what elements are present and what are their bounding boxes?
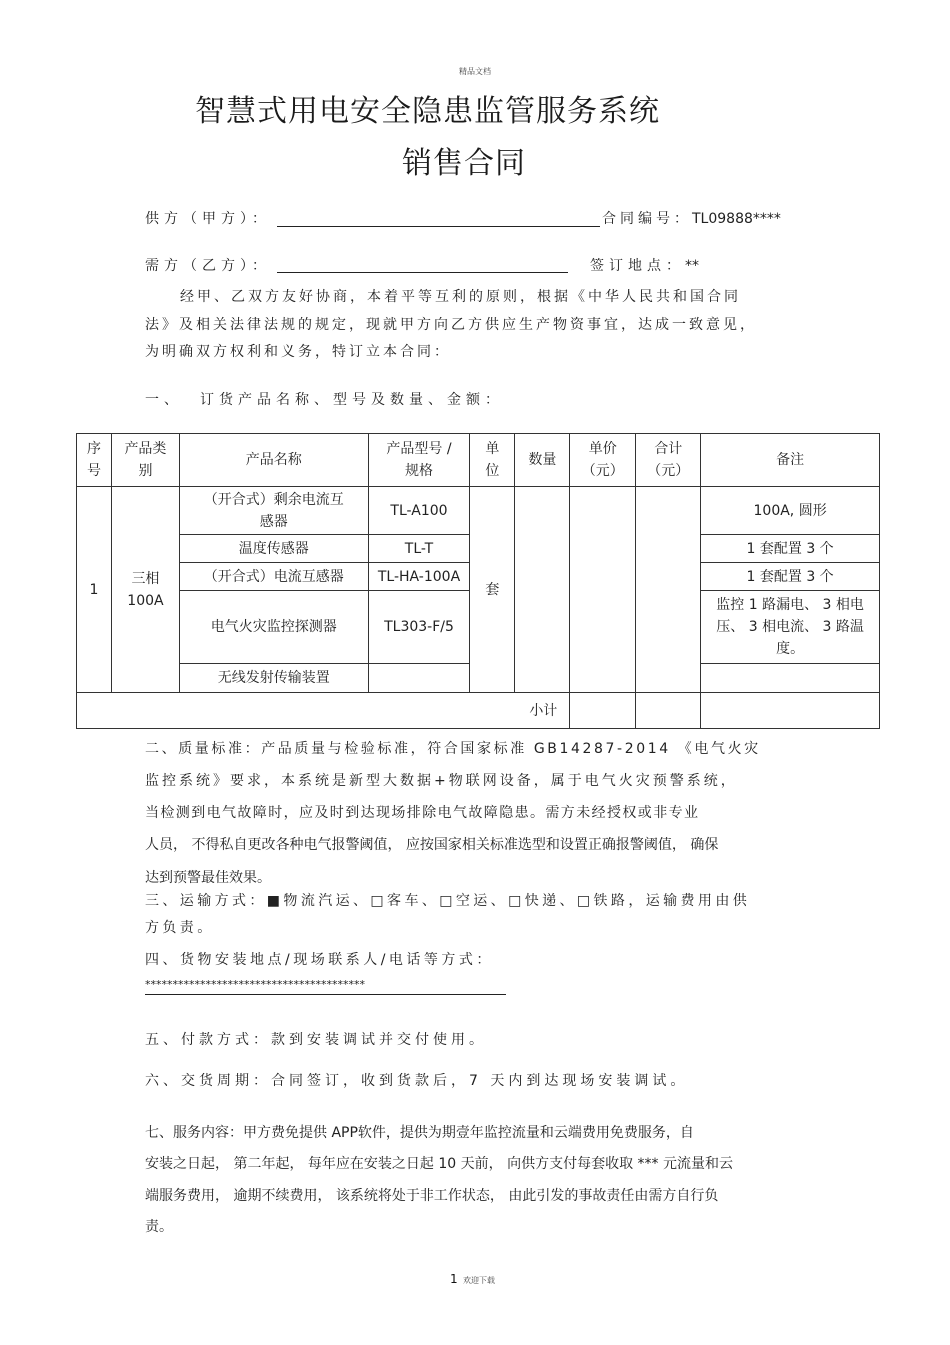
section2-line-4: 人员， 不得私自更改各种电气报警阈值， 应按国家相关标准选型和设置正确报警阈值， 确保	[145, 837, 719, 853]
page-number: 1	[450, 1272, 458, 1286]
cell-model: TL-T	[368, 535, 470, 563]
intro-line-2: 法》及相关法律法规的规定，现就甲方向乙方供应生产物资事宜，达成一致意见，	[145, 317, 757, 333]
cell-model: TL303-F/5	[368, 591, 470, 664]
section2-line-3: 当检测到电气故障时，应及时到达现场排除电气故障隐患。需方未经授权或非专业	[145, 805, 700, 821]
doc-title: 智慧式用电安全隐患监管服务系统	[195, 94, 660, 129]
section1-number: 一、	[145, 392, 183, 408]
section5: 五、付款方式：款到安装调试并交付使用。	[145, 1032, 487, 1048]
intro-line-3: 为明确双方权利和义务，特订立本合同：	[145, 344, 451, 360]
header-seq: 序 号	[77, 434, 112, 487]
section7-line-4: 责。	[145, 1219, 173, 1235]
subtotal-price	[570, 693, 636, 729]
supplier-label: 供方（甲方）：	[145, 211, 271, 227]
section7-line-2: 安装之日起， 第二年起， 每年应在安装之日起 10 天前， 向供方支付每套收取 *** 元流量和云	[145, 1156, 733, 1172]
section3-line-2: 方负责。	[145, 920, 215, 936]
cell-price	[570, 487, 636, 693]
subtotal-remark	[701, 693, 880, 729]
buyer-blank	[277, 272, 568, 273]
header-unit: 单 位	[470, 434, 515, 487]
header-qty: 数量	[515, 434, 570, 487]
section3-line-1: 三、运输方式：■物流汽运、□客车、□空运、□快递、□铁路，运输费用由供	[145, 893, 751, 909]
intro-line-1: 经甲、乙双方友好协商，本着平等互利的原则，根据《中华人民共和国合同	[180, 289, 741, 305]
sign-place-label: 签订地点：	[590, 258, 685, 274]
subtotal-total	[636, 693, 701, 729]
subtotal-label: 小计	[77, 693, 570, 729]
section1-title: 订货产品名称、型号及数量、金额：	[200, 392, 504, 408]
cell-remark: 1 套配置 3 个	[701, 563, 880, 591]
header-note: 精品文档	[459, 67, 491, 76]
header-category: 产品类 别	[111, 434, 179, 487]
cell-remark: 100A, 圆形	[701, 487, 880, 535]
contract-no: TL09888****	[692, 211, 781, 227]
supplier-blank	[277, 226, 600, 227]
cell-model	[368, 664, 470, 693]
buyer-label: 需方（乙方）：	[145, 258, 271, 274]
section7-line-1: 七、服务内容：甲方费免提供 APP软件，提供为期壹年监控流量和云端费用免费服务，自	[145, 1125, 694, 1141]
contract-no-label: 合同编号：	[602, 211, 692, 227]
section4-blank	[145, 994, 506, 995]
cell-remark: 监控 1 路漏电、 3 相电 压、 3 相电流、 3 路温 度。	[701, 591, 880, 664]
section2-line-1: 二、质量标准：产品质量与检验标准，符合国家标准 GB14287-2014 《电气火灾	[145, 741, 761, 757]
contract-no-row	[602, 208, 781, 228]
sign-place: **	[685, 258, 699, 274]
cell-category: 三相 100A	[111, 487, 179, 693]
section4-value: ****************************************	[145, 978, 365, 991]
cell-model: TL-A100	[368, 487, 470, 535]
section7-line-3: 端服务费用， 逾期不续费用， 该系统将处于非工作状态， 由此引发的事故责任由需方自行负	[145, 1188, 719, 1204]
cell-product-name: 温度传感器	[179, 535, 368, 563]
section2-line-2: 监控系统》要求，本系统是新型大数据+物联网设备，属于电气火灾预警系统，	[145, 773, 738, 789]
section6: 六、交货周期：合同签订，收到货款后，7 天内到达现场安装调试。	[145, 1073, 689, 1089]
header-remark: 备注	[701, 434, 880, 487]
table-row	[77, 487, 880, 535]
cell-product-name: 无线发射传输装置	[179, 664, 368, 693]
subtotal-row	[77, 693, 880, 729]
order-table	[76, 433, 880, 729]
footer-note: 欢迎下载	[463, 1276, 495, 1285]
table-header-row	[77, 434, 880, 487]
cell-unit: 套	[470, 487, 515, 693]
cell-product-name: （开合式）剩余电流互 感器	[179, 487, 368, 535]
sign-place-row	[590, 255, 699, 275]
cell-remark	[701, 664, 880, 693]
header-name: 产品名称	[179, 434, 368, 487]
header-model: 产品型号 / 规格	[368, 434, 470, 487]
header-price: 单价 （元）	[570, 434, 636, 487]
doc-subtitle: 销售合同	[402, 146, 526, 181]
section4-label: 四、货物安装地点/现场联系人/电话等方式：	[145, 952, 494, 968]
cell-total	[636, 487, 701, 693]
header-total: 合计 （元）	[636, 434, 701, 487]
cell-qty	[515, 487, 570, 693]
cell-product-name: 电气火灾监控探测器	[179, 591, 368, 664]
cell-product-name: （开合式）电流互感器	[179, 563, 368, 591]
section2-line-5: 达到预警最佳效果。	[145, 870, 271, 886]
cell-remark: 1 套配置 3 个	[701, 535, 880, 563]
cell-model: TL-HA-100A	[368, 563, 470, 591]
cell-seq: 1	[77, 487, 112, 693]
